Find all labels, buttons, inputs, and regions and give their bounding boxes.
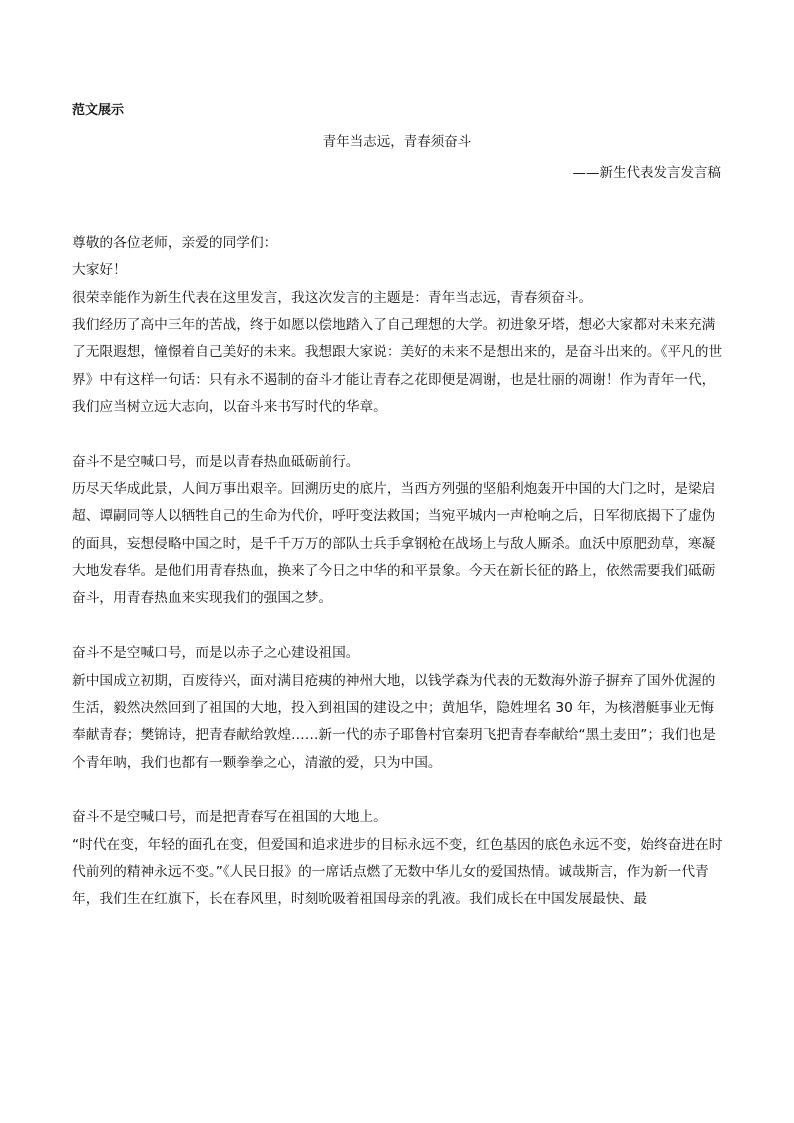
body-paragraph: 我们经历了高中三年的苦战，终于如愿以偿地踏入了自己理想的大学。初进象牙塔，想必大家都对未来充满了无限遐想，憧憬着自己美好的未来。我想跟大家说：美好的未来不是想出来的，是奋斗出来的。《平凡的世界》中有这样一句话：只有永不遏制的奋斗才能让青春之花即便是凋谢，也是壮丽的凋谢！作为青年一代，我们应当树立远大志向，以奋斗来书写时代的华章。 [72, 317, 723, 416]
section-label: 范文展示 [72, 103, 125, 118]
essay-subtitle: ——新生代表发言发言稿 [572, 165, 721, 181]
paragraph-gap [72, 421, 724, 448]
essay-title: 青年当志远，青春须奋斗 [322, 134, 472, 150]
body-paragraph: “时代在变，年轻的面孔在变，但爱国和追求进步的目标永远不变，红色基因的底色永远不变，始终奋进在时代前列的精神永远不变。”《人民日报》的一席话点燃了无数中华儿女的爱国热情。诚哉斯言，作为新一代青年，我们生在红旗下，长在春风里，时刻吮吸着祖国母亲的乳液。我们成长在中国发展最快、最 [72, 836, 723, 908]
paragraph-gap [72, 777, 724, 804]
paragraph-gap [72, 613, 724, 640]
intro-paragraph: 很荣幸能作为新生代表在这里发言，我这次发言的主题是：青年当志远，青春须奋斗。 [72, 289, 593, 306]
section-heading: 奋斗不是空喊口号，而是以青春热血砥砺前行。 [72, 453, 360, 470]
greeting: 大家好！ [72, 262, 127, 279]
body-paragraph: 历尽天华成此景，人间万事出艰辛。回溯历史的底片，当西方列强的坚船利炮轰开中国的大门之时，是梁启超、谭嗣同等人以牺牲自己的生命为代价，呼吁变法救国；当宛平城内一声枪响之后，日军彻底揭下了虚伪的面具，妄想侵略中国之时，是千千万万的部队士兵手拿钢枪在战场上与敌人厮杀。血沃中原肥劲草，寒凝大地发春华。是他们用青春热血，换来了今日之中华的和平景象。今天在新长征的路上，依然需要我们砥砺奋斗，用青春热血来实现我们的强国之梦。 [72, 481, 716, 607]
section-heading: 奋斗不是空喊口号，而是以赤子之心建设祖国。 [72, 645, 360, 662]
body-paragraph: 新中国成立初期，百废待兴，面对满目疮痍的神州大地，以钱学森为代表的无数海外游子摒弃了国外优渥的生活，毅然决然回到了祖国的大地，投入到祖国的建设之中；黄旭华，隐姓埋名 30 年，为核潜艇事业无悔奉献青春；樊锦诗，把青春献给敦煌……新一代的赤子耶鲁村官秦玥飞把青春奉献给“黑土麦田”；我们也是个青年呐，我们也都有一颗拳拳之心，清澈的爱，只为中国。 [72, 672, 716, 771]
section-heading: 奋斗不是空喊口号，而是把青春写在祖国的大地上。 [72, 809, 387, 826]
salutation: 尊敬的各位老师，亲爱的同学们： [72, 235, 278, 251]
essay-body [72, 230, 724, 914]
